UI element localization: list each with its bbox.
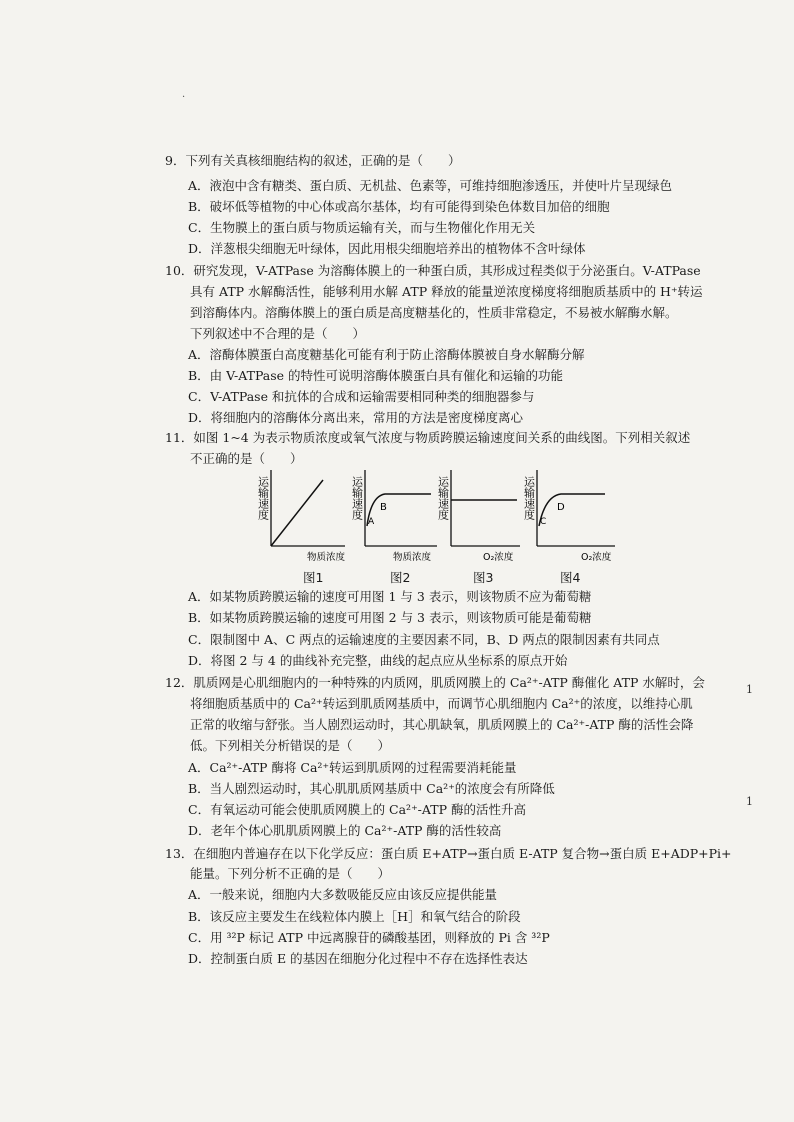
fig4-point-c: C <box>540 517 547 527</box>
fig4-xlabel: O₂浓度 <box>581 552 612 563</box>
fig3-xlabel: O₂浓度 <box>483 552 514 563</box>
fig2-ylabel: 运输速度 <box>350 476 364 520</box>
figure-4-graph <box>523 470 616 563</box>
transport-graphs <box>255 466 625 570</box>
margin-mark-2: 1 <box>746 795 753 808</box>
q13-stem-line1: 13．在细胞内普遍存在以下化学反应：蛋白质 E+ATP→蛋白质 E-ATP 复合物→蛋白质 E+ADP+Pi+ <box>165 846 732 861</box>
q10-option-a: A．溶酶体膜蛋白高度糖基化可能有利于防止溶酶体膜被自身水解酶分解 <box>188 347 585 362</box>
q10-option-b: B．由 V-ATPase 的特性可说明溶酶体膜蛋白具有催化和运输的功能 <box>188 368 564 383</box>
q13-stem-line2: 能量。下列分析不正确的是（ ） <box>190 866 391 881</box>
figure-2-graph <box>351 470 438 563</box>
q11-option-d: D．将图 2 与 4 的曲线补充完整，曲线的起点应从坐标系的原点开始 <box>188 653 568 668</box>
transport-graphs-svg <box>255 466 625 570</box>
q12-stem-line1: 12．肌质网是心肌细胞内的一种特殊的内质网，肌质网膜上的 Ca²⁺-ATP 酶催化 ATP 水解时，会 <box>165 675 705 690</box>
figure-4-caption: 图4 <box>560 570 581 585</box>
fig1-ylabel: 运输速度 <box>256 476 270 520</box>
fig1-xlabel: 物质浓度 <box>307 552 346 563</box>
q12-option-a: A．Ca²⁺-ATP 酶将 Ca²⁺转运到肌质网的过程需要消耗能量 <box>188 760 517 775</box>
q10-stem-line4: 下列叙述中不合理的是（ ） <box>190 326 366 341</box>
figure-1-graph <box>257 470 346 563</box>
fig1-curve <box>271 480 323 546</box>
q10-stem-line3: 到溶酶体内。溶酶体膜上的蛋白质是高度糖基化的，性质非常稳定，不易被水解酶水解。 <box>190 305 678 320</box>
q11-option-a: A．如某物质跨膜运输的速度可用图 1 与 3 表示，则该物质不应为葡萄糖 <box>188 589 592 604</box>
figure-3-caption: 图3 <box>473 570 494 585</box>
q10-stem-line1: 10．研究发现，V-ATPase 为溶酶体膜上的一种蛋白质，其形成过程类似于分泌蛋白。V-ATPase <box>165 263 701 278</box>
q12-option-d: D．老年个体心肌肌质网膜上的 Ca²⁺-ATP 酶的活性较高 <box>188 823 502 838</box>
q12-option-b: B．当人剧烈运动时，其心肌肌质网基质中 Ca²⁺的浓度会有所降低 <box>188 781 555 796</box>
fig2-point-b: B <box>380 502 387 513</box>
q9-option-d: D．洋葱根尖细胞无叶绿体，因此用根尖细胞培养出的植物体不含叶绿体 <box>188 241 586 256</box>
q9-option-b: B．破坏低等植物的中心体或高尔基体，均有可能得到染色体数目加倍的细胞 <box>188 199 610 214</box>
q9-option-c: C．生物膜上的蛋白质与物质运输有关，而与生物催化作用无关 <box>188 220 536 235</box>
figure-2-caption: 图2 <box>390 570 411 585</box>
q12-stem-line3: 正常的收缩与舒张。当人剧烈运动时，其心肌缺氧，肌质网膜上的 Ca²⁺-ATP 酶的活性会降 <box>190 717 694 732</box>
q10-stem-line2: 具有 ATP 水解酶活性，能够利用水解 ATP 释放的能量逆浓度梯度将细胞质基质中的 H⁺转运 <box>190 284 703 299</box>
fig3-ylabel: 运输速度 <box>436 476 450 520</box>
margin-mark-1: 1 <box>746 683 753 696</box>
q11-option-c: C．限制图中 A、C 两点的运输速度的主要因素不同，B、D 两点的限制因素有共同点 <box>188 632 660 647</box>
q13-option-d: D．控制蛋白质 E 的基因在细胞分化过程中不存在选择性表达 <box>188 951 528 966</box>
q13-option-b: B．该反应主要发生在线粒体内膜上［H］和氧气结合的阶段 <box>188 909 521 924</box>
q10-option-c: C．V-ATPase 和抗体的合成和运输需要相同种类的细胞器参与 <box>188 389 535 404</box>
q11-option-b: B．如某物质跨膜运输的速度可用图 2 与 3 表示，则该物质可能是葡萄糖 <box>188 610 592 625</box>
fig4-curve <box>539 494 605 526</box>
q12-stem-line4: 低。下列相关分析错误的是（ ） <box>190 738 391 753</box>
fig2-point-a: A <box>368 517 375 527</box>
q9-option-a: A．液泡中含有糖类、蛋白质、无机盐、色素等，可维持细胞渗透压，并使叶片呈现绿色 <box>188 178 673 193</box>
q12-stem-line2: 将细胞质基质中的 Ca²⁺转运到肌质网基质中，而调节心肌细胞内 Ca²⁺的浓度，以维持心肌 <box>190 696 693 711</box>
q11-stem-line2: 不正确的是（ ） <box>190 451 303 466</box>
q10-option-d: D．将细胞内的溶酶体分离出来，常用的方法是密度梯度离心 <box>188 410 524 425</box>
figure-1-caption: 图1 <box>303 570 324 585</box>
fig4-ylabel: 运输速度 <box>522 476 536 520</box>
fig2-curve <box>367 494 431 526</box>
q13-option-c: C．用 ³²P 标记 ATP 中远离腺苷的磷酸基团，则释放的 Pi 含 ³²P <box>188 930 550 945</box>
q12-option-c: C．有氧运动可能会使肌质网膜上的 Ca²⁺-ATP 酶的活性升高 <box>188 802 526 817</box>
q11-stem-line1: 11．如图 1~4 为表示物质浓度或氧气浓度与物质跨膜运输速度间关系的曲线图。下列相关叙述 <box>165 430 691 445</box>
figure-3-graph <box>437 470 521 563</box>
q9-stem: 9．下列有关真核细胞结构的叙述，正确的是（ ） <box>165 153 461 168</box>
fig2-xlabel: 物质浓度 <box>393 552 432 563</box>
scan-speck: · <box>182 92 186 103</box>
fig4-point-d: D <box>557 502 565 513</box>
q13-option-a: A．一般来说，细胞内大多数吸能反应由该反应提供能量 <box>188 887 498 902</box>
